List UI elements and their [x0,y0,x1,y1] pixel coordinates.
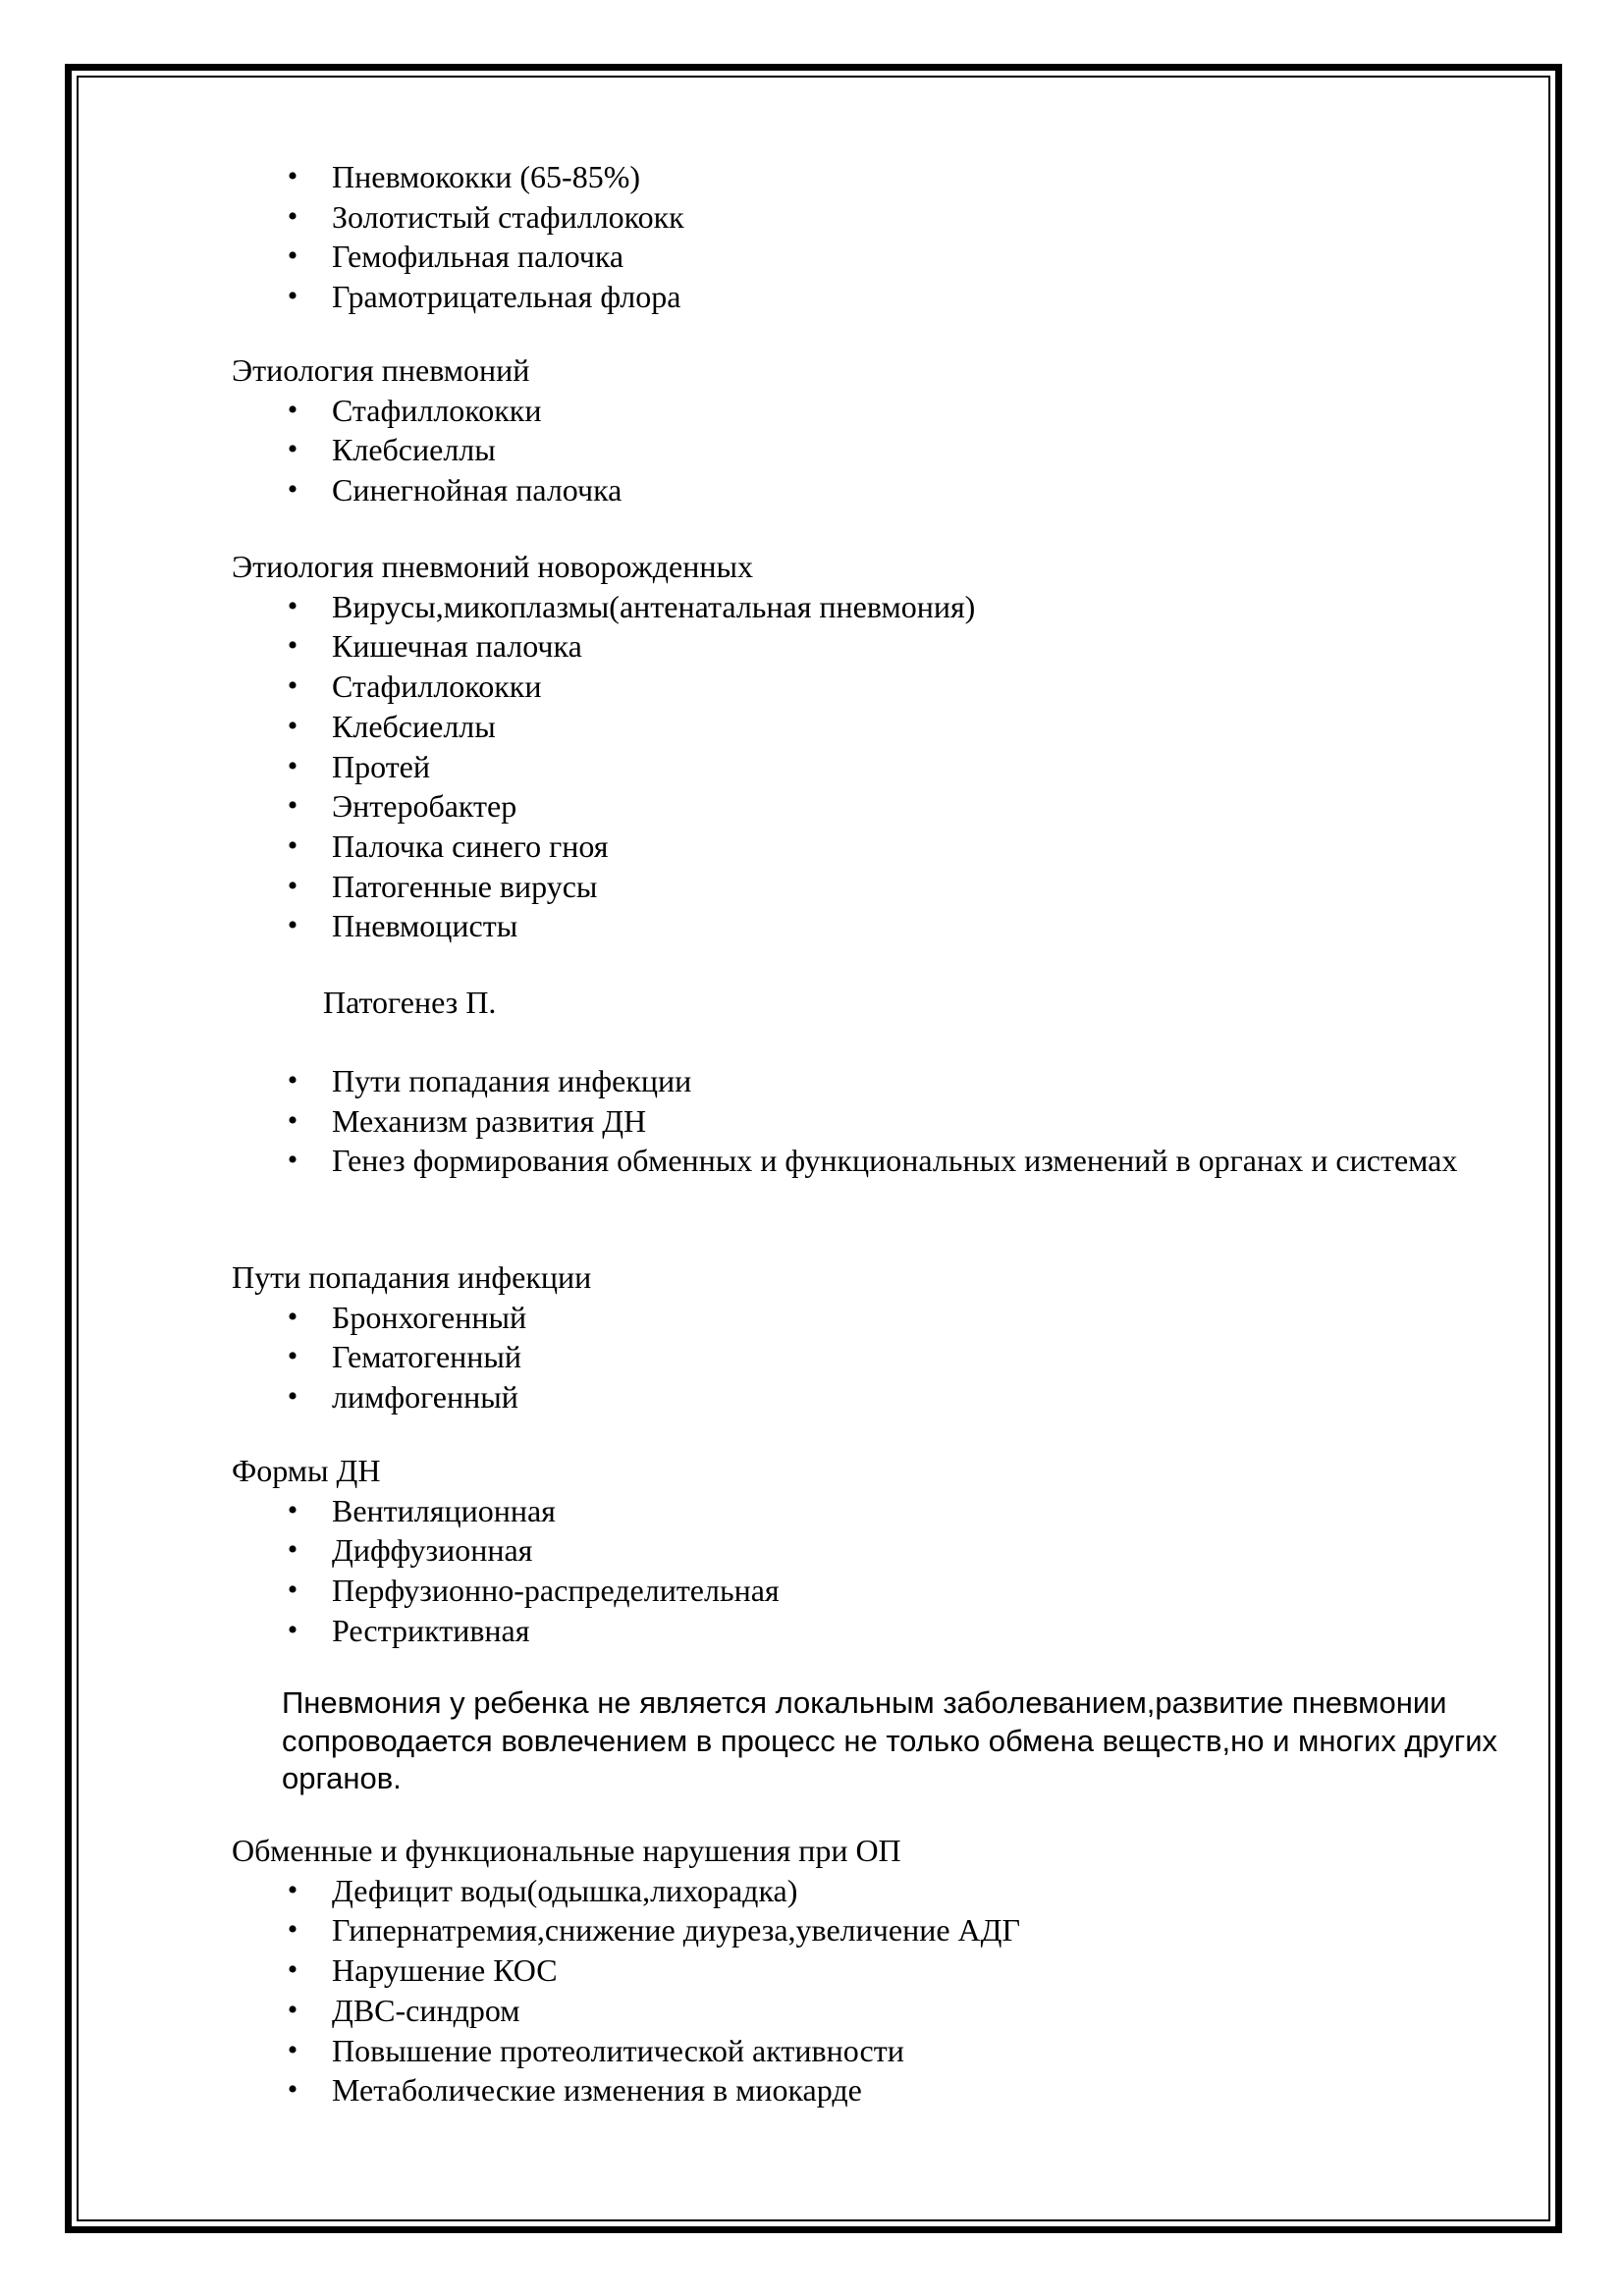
list-item: • Пути попадания инфекции [0,1061,1624,1101]
list-item: • Грамотрицательная флора [0,277,1624,317]
infection-routes-list [0,1298,1624,1417]
list-item: • Метаболические изменения в миокарде [0,2070,1624,2110]
bullet-icon: • [287,1380,298,1414]
bullet-icon: • [287,280,298,313]
list-item: • Рестриктивная [0,1611,1624,1651]
list-item: • Повышение протеолитической активности [0,2031,1624,2071]
list-item: • Вентиляционная [0,1491,1624,1531]
list-item: • Пневмококки (65-85%) [0,157,1624,197]
list-item: • Перфузионно-распределительная [0,1571,1624,1611]
section-pathogenesis-list [0,1061,1624,1181]
bullet-icon: • [287,709,298,742]
list-item: • Механизм развития ДН [0,1101,1624,1142]
bullet-icon: • [287,1613,298,1646]
bullet-icon: • [287,433,298,466]
section-heading: Этиология пневмоний [232,352,530,388]
etiology-newborn-list [0,587,1624,946]
section-pathogens [0,157,1624,317]
list-item: • Пневмоцисты [0,906,1624,946]
bullet-icon: • [287,1064,298,1096]
list-item: • Синегнойная палочка [0,470,1624,510]
bullet-icon: • [287,589,298,622]
list-item: • Энтеробактер [0,786,1624,827]
list-item: • Палочка синего гноя [0,827,1624,867]
list-item: • Гематогенный [0,1337,1624,1377]
bullet-icon: • [287,909,298,942]
pathogens-list [0,157,1624,317]
list-item: • Протей [0,747,1624,787]
list-item: • Дефицит воды(одышка,лихорадка) [0,1871,1624,1911]
section-etiology-newborn [0,547,1624,946]
body-paragraph: Пневмония у ребенка не является локальным заболеванием,развитие пневмонии сопроводается вовлечением в процесс не только обмена веществ,но и многих других органов. [282,1685,1498,1795]
bullet-icon: • [287,1993,298,2026]
etiology-list [0,391,1624,510]
list-item: • Генез формирования обменных и функциональных изменений в органах и системах [0,1141,1624,1181]
list-item: • Диффузионная [0,1530,1624,1571]
dn-forms-list [0,1491,1624,1651]
list-item: • ДВС-синдром [0,1991,1624,2031]
bullet-icon: • [287,1144,298,1177]
list-item: • Стафиллококки [0,667,1624,707]
bullet-icon: • [287,669,298,703]
bullet-icon: • [287,473,298,507]
bullet-icon: • [287,2073,298,2107]
bullet-icon: • [287,1300,298,1333]
bullet-icon: • [287,828,298,862]
section-etiology [0,350,1624,510]
bullet-icon: • [287,1493,298,1526]
list-item: • Стафиллококки [0,391,1624,431]
section-heading: Этиология пневмоний новорожденных [232,549,753,584]
bullet-icon: • [287,869,298,902]
bullet-icon: • [287,1873,298,1906]
list-item: • Нарушение КОС [0,1950,1624,1991]
bullet-icon: • [287,749,298,782]
list-item: • Вирусы,микоплазмы(антенатальная пневмония) [0,587,1624,627]
bullet-icon: • [287,393,298,426]
list-item: • Клебсиеллы [0,707,1624,747]
bullet-icon: • [287,1574,298,1607]
section-heading: Обменные и функциональные нарушения при ОП [232,1833,901,1868]
bullet-icon: • [287,1340,298,1373]
bullet-icon: • [287,199,298,233]
bullet-icon: • [287,240,298,273]
list-item: • Патогенные вирусы [0,867,1624,907]
pathogenesis-list [0,1061,1624,1181]
list-item: • Гипернатремия,снижение диуреза,увеличение АДГ [0,1910,1624,1950]
bullet-icon: • [287,160,298,192]
section-pathogenesis [0,983,1624,1023]
bullet-icon: • [287,789,298,823]
list-item: • Бронхогенный [0,1298,1624,1338]
section-heading: Формы ДН [232,1453,381,1488]
bullet-icon: • [287,1533,298,1567]
bullet-icon: • [287,1913,298,1947]
list-item: • Клебсиеллы [0,430,1624,470]
bullet-icon: • [287,629,298,663]
list-item: • Кишечная палочка [0,626,1624,667]
metabolic-disorders-list [0,1871,1624,2110]
section-dn-forms [0,1451,1624,1651]
bullet-icon: • [287,1103,298,1137]
section-paragraph [0,1684,1624,1798]
list-item: • лимфогенный [0,1377,1624,1417]
section-metabolic-disorders [0,1831,1624,2110]
section-infection-routes [0,1257,1624,1417]
bullet-icon: • [287,1953,298,1987]
section-heading: Пути попадания инфекции [232,1259,592,1295]
list-item: • Гемофильная палочка [0,237,1624,277]
list-item: • Золотистый стафиллококк [0,197,1624,238]
bullet-icon: • [287,2033,298,2066]
section-heading: Патогенез П. [323,985,497,1020]
